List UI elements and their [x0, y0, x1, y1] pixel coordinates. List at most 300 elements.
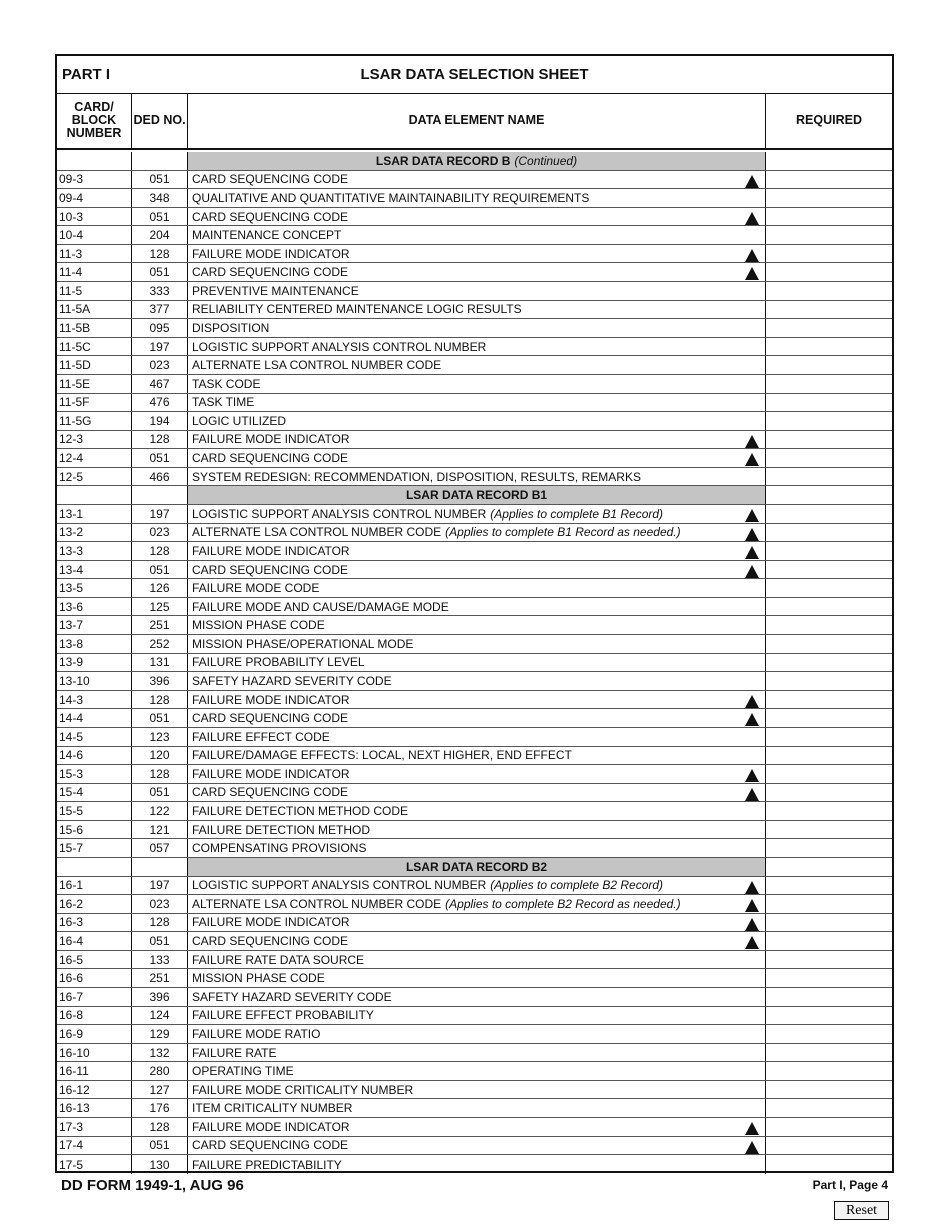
card-block-number: 13-6: [57, 598, 132, 616]
element-note: (Applies to complete B2 Record as needed.): [445, 896, 681, 911]
element-name-text: FAILURE MODE INDICATOR: [192, 915, 350, 930]
data-element-name: [188, 394, 766, 412]
required-field[interactable]: [766, 189, 892, 207]
ded-number: 377: [132, 301, 188, 319]
element-note: (Continued): [514, 153, 578, 168]
data-element-name: [188, 319, 766, 337]
required-field[interactable]: [766, 1007, 892, 1025]
element-name-text: LOGISTIC SUPPORT ANALYSIS CONTROL NUMBER: [192, 878, 487, 893]
element-name-text: PREVENTIVE MAINTENANCE: [192, 283, 359, 298]
table-row: [57, 356, 892, 375]
ded-number: 023: [132, 895, 188, 913]
table-row: [57, 914, 892, 933]
section-title: [188, 486, 766, 504]
required-field[interactable]: [766, 988, 892, 1006]
ded-number: 122: [132, 802, 188, 820]
ded-number: 123: [132, 728, 188, 746]
required-field[interactable]: [766, 1025, 892, 1043]
ded-number: 466: [132, 468, 188, 486]
data-element-name: [188, 338, 766, 356]
required-field[interactable]: [766, 616, 892, 634]
required-field[interactable]: [766, 1044, 892, 1062]
card-block-number: 16-11: [57, 1062, 132, 1080]
data-element-name: [188, 524, 766, 542]
card-block-number: 11-5A: [57, 301, 132, 319]
data-element-name: [188, 914, 766, 932]
required-field[interactable]: [766, 226, 892, 244]
required-triangle-icon: [745, 899, 759, 912]
required-field[interactable]: [766, 709, 892, 727]
ded-number: 176: [132, 1099, 188, 1117]
ded-number: 348: [132, 189, 188, 207]
element-name-text: FAILURE DETECTION METHOD CODE: [192, 804, 409, 819]
column-header-ded: DED NO.: [132, 93, 188, 150]
table-row: [57, 765, 892, 784]
required-field[interactable]: [766, 338, 892, 356]
required-field[interactable]: [766, 672, 892, 690]
data-element-name: [188, 431, 766, 449]
card-block-number: 14-5: [57, 728, 132, 746]
ded-number: 130: [132, 1155, 188, 1174]
element-note: (Applies to complete B1 Record as needed.): [445, 525, 681, 540]
element-name-text: FAILURE DETECTION METHOD: [192, 822, 371, 837]
data-element-name: [188, 932, 766, 950]
card-block-number: 10-3: [57, 208, 132, 226]
ded-number: 121: [132, 821, 188, 839]
data-element-name: [188, 839, 766, 857]
card-block-number: 12-5: [57, 468, 132, 486]
table-row: [57, 375, 892, 394]
element-note: (Applies to complete B1 Record): [490, 506, 664, 521]
data-element-name: [188, 561, 766, 579]
table-row: [57, 561, 892, 580]
card-block-number: 13-5: [57, 579, 132, 597]
card-block-number: 10-4: [57, 226, 132, 244]
element-name-text: FAILURE MODE RATIO: [192, 1026, 321, 1041]
required-triangle-icon: [745, 546, 759, 559]
card-block-number: [57, 858, 132, 876]
ded-number: [132, 858, 188, 876]
element-name-text: QUALITATIVE AND QUANTITATIVE MAINTAINABILITY REQUIREMENTS: [192, 190, 590, 205]
data-element-name: [188, 1007, 766, 1025]
ded-number: 194: [132, 412, 188, 430]
ded-number: 476: [132, 394, 188, 412]
table-row: [57, 301, 892, 320]
form-identifier: DD FORM 1949-1, AUG 96: [61, 1177, 244, 1194]
data-element-name: [188, 784, 766, 802]
element-name-text: COMPENSATING PROVISIONS: [192, 841, 367, 856]
required-field[interactable]: [766, 1137, 892, 1155]
card-block-number: 16-2: [57, 895, 132, 913]
data-element-name: [188, 1062, 766, 1080]
ded-number: 396: [132, 672, 188, 690]
ded-number: 128: [132, 691, 188, 709]
table-row: [57, 263, 892, 282]
card-block-number: 11-5: [57, 282, 132, 300]
ded-number: 129: [132, 1025, 188, 1043]
table-row: [57, 709, 892, 728]
required-field[interactable]: [766, 932, 892, 950]
required-triangle-icon: [745, 695, 759, 708]
data-element-name: [188, 654, 766, 672]
required-field[interactable]: [766, 171, 892, 189]
data-element-name: [188, 988, 766, 1006]
table-row: [57, 1007, 892, 1026]
required-field[interactable]: [766, 524, 892, 542]
table-row: [57, 839, 892, 858]
card-block-number: 11-5G: [57, 412, 132, 430]
required-triangle-icon: [745, 267, 759, 280]
ded-number: 128: [132, 542, 188, 560]
card-block-number: 13-4: [57, 561, 132, 579]
required-field[interactable]: [766, 821, 892, 839]
required-field[interactable]: [766, 784, 892, 802]
data-element-name: [188, 821, 766, 839]
data-element-name: [188, 616, 766, 634]
data-element-name: [188, 951, 766, 969]
table-row: [57, 542, 892, 561]
card-block-number: 16-10: [57, 1044, 132, 1062]
element-name-text: FAILURE RATE: [192, 1045, 277, 1060]
required-triangle-icon: [745, 435, 759, 448]
card-block-number: 14-3: [57, 691, 132, 709]
card-block-number: [57, 486, 132, 504]
required-field[interactable]: [766, 282, 892, 300]
card-block-number: 14-6: [57, 747, 132, 765]
element-name-text: LOGISTIC SUPPORT ANALYSIS CONTROL NUMBER: [192, 339, 487, 354]
card-block-number: [57, 152, 132, 170]
data-element-name: [188, 449, 766, 467]
card-block-number: 13-10: [57, 672, 132, 690]
column-header-element-name: DATA ELEMENT NAME: [188, 93, 766, 150]
data-element-name: [188, 542, 766, 560]
required-field[interactable]: [766, 1081, 892, 1099]
table-row: [57, 412, 892, 431]
data-element-name: [188, 375, 766, 393]
card-block-number: 11-5B: [57, 319, 132, 337]
data-element-name: [188, 1044, 766, 1062]
ded-number: 333: [132, 282, 188, 300]
required-field[interactable]: [766, 691, 892, 709]
ded-number: 095: [132, 319, 188, 337]
element-name-text: FAILURE MODE INDICATOR: [192, 543, 350, 558]
element-name-text: MISSION PHASE/OPERATIONAL MODE: [192, 636, 414, 651]
table-row: [57, 226, 892, 245]
element-name-text: LSAR DATA RECORD B1: [405, 488, 548, 503]
data-element-name: [188, 356, 766, 374]
required-triangle-icon: [745, 565, 759, 578]
element-name-text: FAILURE PROBABILITY LEVEL: [192, 655, 365, 670]
data-element-table: [57, 152, 892, 1174]
table-row: [57, 969, 892, 988]
data-element-name: [188, 505, 766, 523]
data-element-name: [188, 691, 766, 709]
data-element-name: [188, 635, 766, 653]
required-field[interactable]: [766, 802, 892, 820]
card-block-number: 11-3: [57, 245, 132, 263]
element-name-text: MISSION PHASE CODE: [192, 971, 325, 986]
column-header-card-block: CARD/ BLOCK NUMBER: [57, 93, 132, 150]
section-header-row: [57, 486, 892, 505]
required-triangle-icon: [745, 175, 759, 188]
element-name-text: FAILURE MODE INDICATOR: [192, 766, 350, 781]
element-name-text: LSAR DATA RECORD B2: [405, 859, 548, 874]
element-name-text: CARD SEQUENCING CODE: [192, 451, 349, 466]
required-field[interactable]: [766, 356, 892, 374]
card-block-number: 16-7: [57, 988, 132, 1006]
element-name-text: CARD SEQUENCING CODE: [192, 265, 349, 280]
element-name-text: LSAR DATA RECORD B: [375, 153, 511, 168]
data-element-name: [188, 301, 766, 319]
ded-number: 132: [132, 1044, 188, 1062]
element-name-text: FAILURE MODE INDICATOR: [192, 432, 350, 447]
card-block-number: 11-5F: [57, 394, 132, 412]
element-note: (Applies to complete B2 Record): [490, 878, 664, 893]
ded-number: 051: [132, 561, 188, 579]
data-element-name: [188, 226, 766, 244]
data-element-name: [188, 877, 766, 895]
required-field[interactable]: [766, 654, 892, 672]
ded-number: 126: [132, 579, 188, 597]
element-name-text: FAILURE MODE INDICATOR: [192, 246, 350, 261]
ded-number: 128: [132, 1118, 188, 1136]
data-element-name: [188, 802, 766, 820]
table-row: [57, 877, 892, 896]
ded-number: 128: [132, 245, 188, 263]
required-triangle-icon: [745, 788, 759, 801]
table-row: [57, 895, 892, 914]
required-field[interactable]: [766, 208, 892, 226]
form-title: LSAR DATA SELECTION SHEET: [360, 66, 589, 83]
required-field[interactable]: [766, 877, 892, 895]
required-field[interactable]: [766, 245, 892, 263]
required-field[interactable]: [766, 263, 892, 281]
data-element-name: [188, 579, 766, 597]
required-field[interactable]: [766, 951, 892, 969]
card-block-number: 16-12: [57, 1081, 132, 1099]
ded-number: [132, 486, 188, 504]
element-name-text: CARD SEQUENCING CODE: [192, 209, 349, 224]
required-field[interactable]: [766, 449, 892, 467]
table-row: [57, 394, 892, 413]
required-field[interactable]: [766, 505, 892, 523]
required-field[interactable]: [766, 747, 892, 765]
required-field[interactable]: [766, 319, 892, 337]
table-row: [57, 988, 892, 1007]
required-field[interactable]: [766, 412, 892, 430]
required-field[interactable]: [766, 728, 892, 746]
required-field[interactable]: [766, 375, 892, 393]
ded-number: 051: [132, 932, 188, 950]
table-row: [57, 1062, 892, 1081]
card-block-number: 11-5C: [57, 338, 132, 356]
data-element-name: [188, 245, 766, 263]
table-row: [57, 932, 892, 951]
card-block-number: 13-8: [57, 635, 132, 653]
lsar-data-selection-form: [55, 54, 894, 1173]
data-element-name: [188, 171, 766, 189]
data-element-name: [188, 709, 766, 727]
required-field[interactable]: [766, 598, 892, 616]
card-block-number: 12-4: [57, 449, 132, 467]
part-label: PART I: [62, 66, 111, 83]
table-row: [57, 245, 892, 264]
reset-button[interactable]: Reset: [834, 1201, 889, 1220]
ded-number: 131: [132, 654, 188, 672]
data-element-name: [188, 1155, 766, 1174]
card-block-number: 16-4: [57, 932, 132, 950]
data-element-name: [188, 765, 766, 783]
element-name-text: CARD SEQUENCING CODE: [192, 785, 349, 800]
ded-number: 251: [132, 616, 188, 634]
ded-number: 120: [132, 747, 188, 765]
table-row: [57, 654, 892, 673]
ded-number: 023: [132, 524, 188, 542]
required-triangle-icon: [745, 918, 759, 931]
element-name-text: SYSTEM REDESIGN: RECOMMENDATION, DISPOSITION, RESULTS, REMARKS: [192, 469, 641, 484]
required-field[interactable]: [766, 895, 892, 913]
table-row: [57, 189, 892, 208]
data-element-name: [188, 468, 766, 486]
required-field[interactable]: [766, 394, 892, 412]
table-row: [57, 319, 892, 338]
section-blank-cell: [766, 486, 892, 504]
card-block-number: 15-6: [57, 821, 132, 839]
card-block-number: 17-4: [57, 1137, 132, 1155]
card-block-number: 11-4: [57, 263, 132, 281]
ded-number: 051: [132, 208, 188, 226]
required-triangle-icon: [745, 881, 759, 894]
required-triangle-icon: [745, 1141, 759, 1154]
required-field[interactable]: [766, 839, 892, 857]
table-row: [57, 579, 892, 598]
element-name-text: CARD SEQUENCING CODE: [192, 711, 349, 726]
page-number: Part I, Page 4: [812, 1178, 888, 1192]
required-field[interactable]: [766, 1099, 892, 1117]
table-row: [57, 1044, 892, 1063]
card-block-number: 13-1: [57, 505, 132, 523]
data-element-name: [188, 1025, 766, 1043]
table-row: [57, 691, 892, 710]
card-block-number: 17-5: [57, 1155, 132, 1174]
ded-number: 057: [132, 839, 188, 857]
required-field[interactable]: [766, 1062, 892, 1080]
table-row: [57, 747, 892, 766]
required-field[interactable]: [766, 1155, 892, 1174]
required-field[interactable]: [766, 561, 892, 579]
table-row: [57, 208, 892, 227]
card-block-number: 09-4: [57, 189, 132, 207]
element-name-text: CARD SEQUENCING CODE: [192, 1138, 349, 1153]
required-triangle-icon: [745, 769, 759, 782]
card-block-number: 11-5D: [57, 356, 132, 374]
element-name-text: FAILURE RATE DATA SOURCE: [192, 952, 365, 967]
table-row: [57, 1099, 892, 1118]
table-row: [57, 1118, 892, 1137]
data-element-name: [188, 189, 766, 207]
column-header-required: REQUIRED: [766, 93, 892, 150]
required-field[interactable]: [766, 542, 892, 560]
required-triangle-icon: [745, 453, 759, 466]
ded-number: 051: [132, 709, 188, 727]
required-field[interactable]: [766, 765, 892, 783]
table-row: [57, 468, 892, 487]
element-name-text: SAFETY HAZARD SEVERITY CODE: [192, 989, 392, 1004]
card-block-number: 17-3: [57, 1118, 132, 1136]
element-name-text: LOGISTIC SUPPORT ANALYSIS CONTROL NUMBER: [192, 506, 487, 521]
table-row: [57, 616, 892, 635]
element-name-text: ALTERNATE LSA CONTROL NUMBER CODE: [192, 525, 442, 540]
required-field[interactable]: [766, 431, 892, 449]
element-name-text: FAILURE MODE CODE: [192, 581, 320, 596]
table-row: [57, 672, 892, 691]
required-field[interactable]: [766, 468, 892, 486]
card-block-number: 13-2: [57, 524, 132, 542]
element-name-text: RELIABILITY CENTERED MAINTENANCE LOGIC RESULTS: [192, 302, 522, 317]
table-row: [57, 598, 892, 617]
card-block-number: 16-6: [57, 969, 132, 987]
section-blank-cell: [766, 152, 892, 170]
ded-number: [132, 152, 188, 170]
data-element-name: [188, 1118, 766, 1136]
data-element-name: [188, 1137, 766, 1155]
ded-number: 204: [132, 226, 188, 244]
table-row: [57, 951, 892, 970]
table-row: [57, 1081, 892, 1100]
table-row: [57, 821, 892, 840]
data-element-name: [188, 1081, 766, 1099]
table-row: [57, 802, 892, 821]
element-name-text: FAILURE PREDICTABILITY: [192, 1157, 342, 1172]
ded-number: 467: [132, 375, 188, 393]
required-field[interactable]: [766, 635, 892, 653]
required-field[interactable]: [766, 579, 892, 597]
card-block-number: 16-5: [57, 951, 132, 969]
ded-number: 128: [132, 914, 188, 932]
card-block-number: 16-13: [57, 1099, 132, 1117]
title-row: [57, 56, 892, 94]
table-row: [57, 282, 892, 301]
ded-number: 051: [132, 784, 188, 802]
element-name-text: MAINTENANCE CONCEPT: [192, 228, 342, 243]
element-name-text: FAILURE MODE CRITICALITY NUMBER: [192, 1082, 414, 1097]
table-row: [57, 1025, 892, 1044]
required-field[interactable]: [766, 301, 892, 319]
element-name-text: FAILURE/DAMAGE EFFECTS: LOCAL, NEXT HIGHER, END EFFECT: [192, 748, 572, 763]
element-name-text: MISSION PHASE CODE: [192, 618, 325, 633]
ded-number: 197: [132, 338, 188, 356]
element-name-text: TASK CODE: [192, 376, 261, 391]
element-name-text: ALTERNATE LSA CONTROL NUMBER CODE: [192, 896, 442, 911]
required-field[interactable]: [766, 969, 892, 987]
element-name-text: OPERATING TIME: [192, 1064, 294, 1079]
required-triangle-icon: [745, 212, 759, 225]
table-row: [57, 784, 892, 803]
element-name-text: CARD SEQUENCING CODE: [192, 562, 349, 577]
section-header-row: [57, 152, 892, 171]
data-element-name: [188, 598, 766, 616]
card-block-number: 12-3: [57, 431, 132, 449]
card-block-number: 16-1: [57, 877, 132, 895]
ded-number: 051: [132, 263, 188, 281]
element-name-text: FAILURE EFFECT CODE: [192, 729, 330, 744]
card-block-number: 15-7: [57, 839, 132, 857]
ded-number: 125: [132, 598, 188, 616]
required-field[interactable]: [766, 1118, 892, 1136]
table-row: [57, 635, 892, 654]
ded-number: 051: [132, 1137, 188, 1155]
required-field[interactable]: [766, 914, 892, 932]
